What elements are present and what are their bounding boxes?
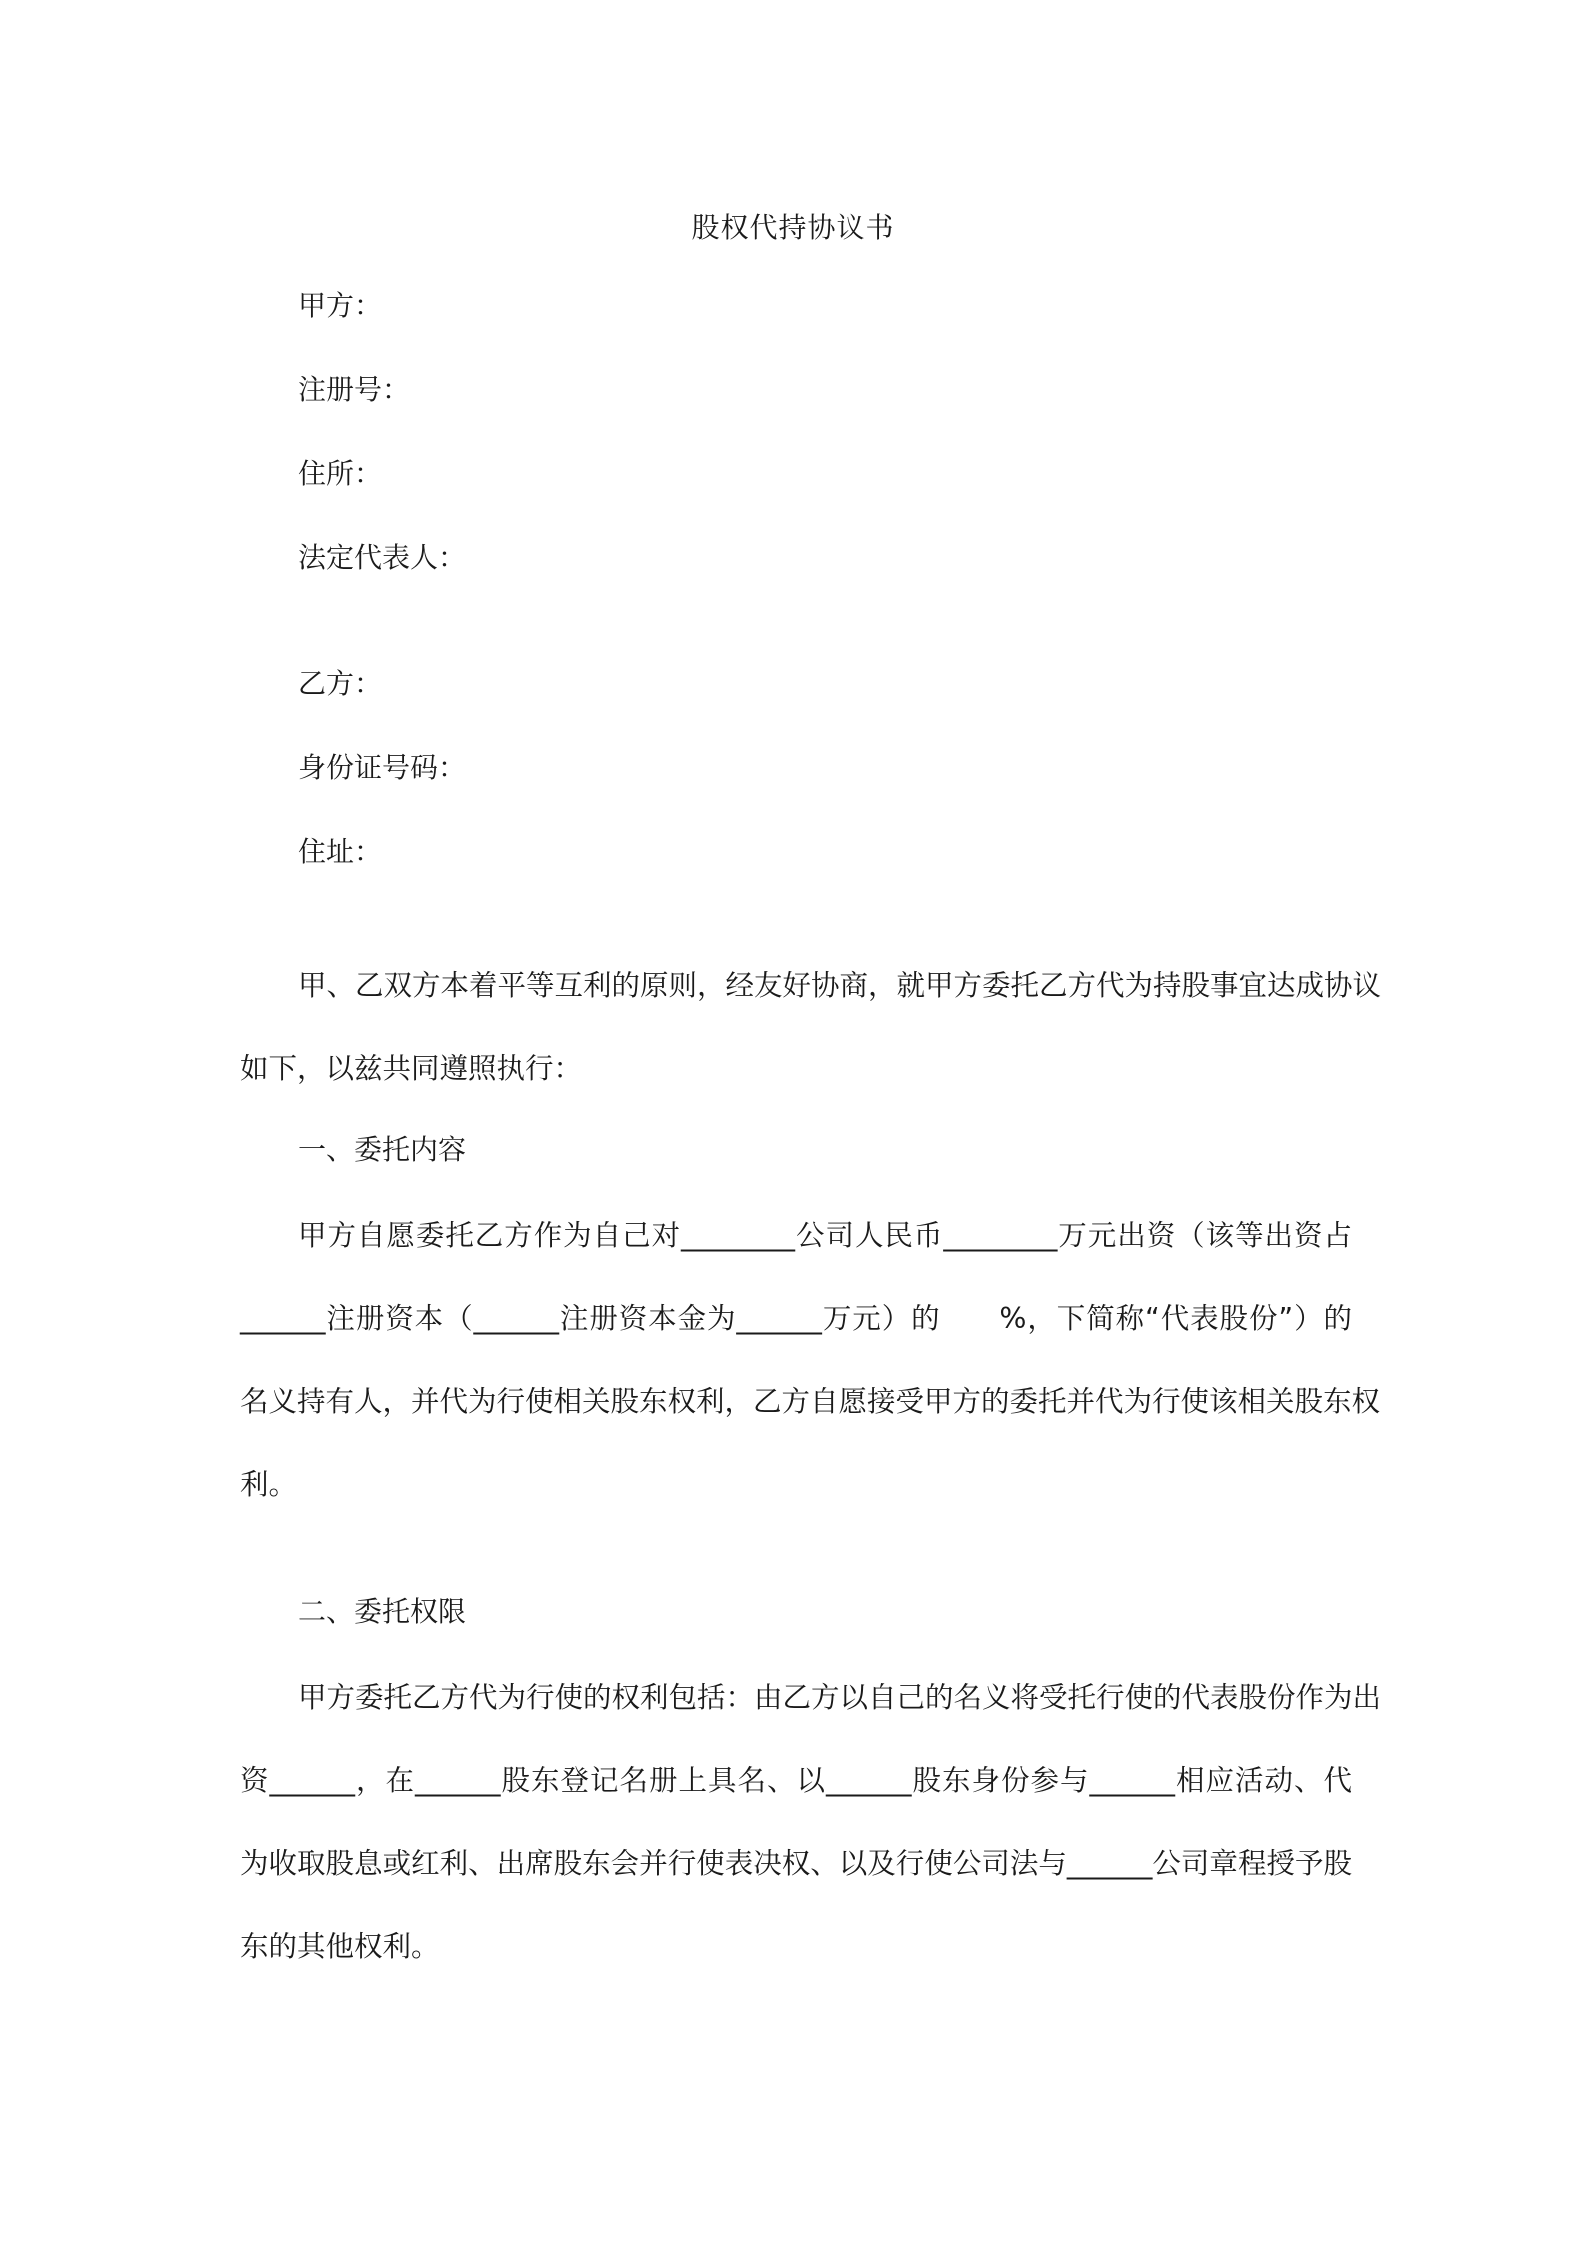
section-1-line-1: 甲方自愿委托乙方作为自己对________公司人民币________万元出资（该等出资占 — [298, 1219, 1352, 1252]
section-2-line-2: 资______，在______股东登记名册上具名、以______股东身份参与______相应活动、代 — [240, 1764, 1352, 1797]
section-1-heading: 一、委托内容 — [298, 1133, 467, 1166]
section-1-line-2: ______注册资本（______注册资本金为______万元）的 %，下简称“代表股份”）的 — [240, 1302, 1352, 1335]
section-2-line-4: 东的其他权利。 — [240, 1930, 440, 1963]
section-2-heading: 二、委托权限 — [298, 1595, 467, 1628]
intro-paragraph — [240, 944, 1382, 1110]
document-title: 股权代持协议书 — [691, 211, 895, 244]
party-a-reg-no-label: 注册号： — [298, 373, 411, 406]
party-a-name-label: 甲方： — [298, 289, 383, 322]
party-a-address-label: 住所： — [298, 457, 383, 490]
section-2-line-3: 为收取股息或红利、出席股东会并行使表决权、以及行使公司法与______公司章程授予股 — [240, 1847, 1352, 1880]
party-a-legal-rep-label: 法定代表人： — [298, 541, 467, 574]
section-2-paragraph — [240, 1656, 1382, 1988]
section-1-line-4: 利。 — [240, 1468, 298, 1501]
intro-line-2: 如下，以兹共同遵照执行： — [240, 1052, 583, 1085]
party-b-name-label: 乙方： — [298, 667, 383, 700]
section-2-line-1: 甲方委托乙方代为行使的权利包括：由乙方以自己的名义将受托行使的代表股份作为出 — [298, 1681, 1382, 1714]
intro-line-1: 甲、乙双方本着平等互利的原则，经友好协商，就甲方委托乙方代为持股事宜达成协议 — [298, 969, 1382, 1002]
section-1-line-3: 名义持有人，并代为行使相关股东权利，乙方自愿接受甲方的委托并代为行使该相关股东权 — [240, 1385, 1381, 1418]
section-1-paragraph — [240, 1194, 1381, 1526]
party-b-address-label: 住址： — [298, 835, 383, 868]
party-b-id-no-label: 身份证号码： — [298, 751, 467, 784]
